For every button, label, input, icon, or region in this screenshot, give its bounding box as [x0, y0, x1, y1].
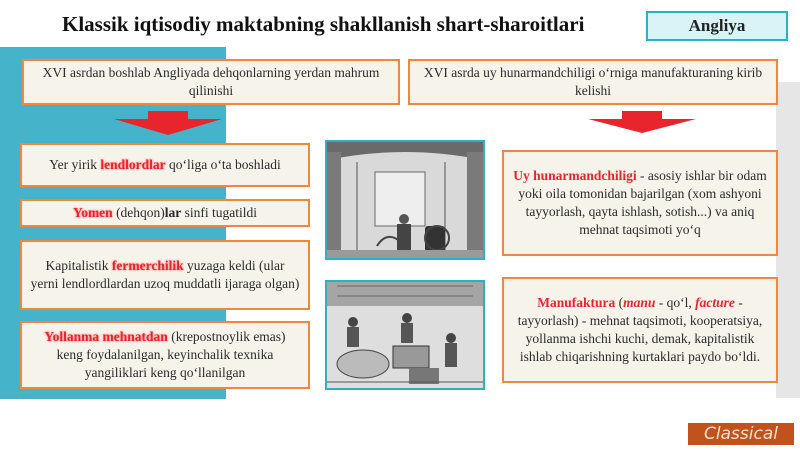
term-manu: manu [623, 295, 656, 311]
term-manufactory: Manufaktura [537, 295, 616, 311]
right-heading-text: XVI asrda uy hunarmandchiligi o‘rniga manufakturaning kirib kelishi [423, 65, 763, 98]
manufactory-engraving-image [325, 280, 485, 390]
left-heading-text: XVI asrdan boshlab Angliyada dehqonlarning yerdan mahrum qilinishi [42, 65, 380, 98]
item-text: sinfi tugatildi [181, 205, 258, 221]
term-hired-labor: Yollanma mehnatdan [44, 329, 168, 345]
term-facture: facture [695, 295, 735, 311]
item-text: (krepostnoylik emas) keng foydalanilgan, keyinchalik texnika yangiliklari keng qo‘llanilgan [56, 329, 286, 380]
term-home-crafts: Uy hunarmandchiligi [513, 168, 637, 184]
country-badge: Angliya [646, 11, 788, 41]
item-text: Kapitalistik [45, 258, 112, 274]
left-heading-box [22, 59, 400, 105]
item-text: ( [615, 295, 624, 311]
term-yeomen: Yomen [72, 205, 113, 221]
term-landlords: lendlordlar [100, 157, 166, 173]
slide-title: Klassik iqtisodiy maktabning shakllanish shart-sharoitlari [62, 12, 585, 36]
left-down-arrow-icon [114, 111, 222, 135]
item-text: Yer yirik [49, 157, 101, 173]
right-heading-box [408, 59, 778, 105]
workshop-engraving-image [325, 140, 485, 260]
item-text: - tayyorlash) - mehnat taqsimoti, kooperatsiya, yollanma ishchi kuchi, demak, kapitalistik ishlab chiqarishning kurtaklari paydo bo‘ldi. [517, 295, 763, 364]
item-text: - asosiy ishlar bir odam yoki oila tomonidan bajarilgan (xom ashyoni tayyorlash, qayta ishlash, sotish...) va aniq mehnat taqsimoti yo‘q [518, 168, 767, 237]
right-strip-background [776, 82, 800, 398]
term-farming: fermerchilik [111, 258, 184, 274]
right-down-arrow-icon [588, 111, 696, 133]
left-item-hired-labor [20, 321, 310, 389]
left-item-landlords [20, 143, 310, 187]
workshop-engraving-drawing [327, 142, 483, 258]
manufactory-engraving-drawing [327, 282, 483, 388]
item-text: lar [164, 205, 182, 221]
item-text: yuzaga keldi (ular yerni lendlordlardan uzoq muddatli ijaraga olgan) [30, 258, 300, 291]
item-text: (dehqon) [112, 205, 165, 221]
left-item-yeomen [20, 199, 310, 227]
right-item-home-crafts [502, 150, 778, 256]
left-item-farming [20, 240, 310, 310]
item-text: - qo‘l, [655, 295, 696, 311]
item-text: qo‘liga o‘ta boshladi [165, 157, 281, 173]
right-item-manufactory [502, 277, 778, 383]
classical-tag: Classical [688, 423, 794, 445]
